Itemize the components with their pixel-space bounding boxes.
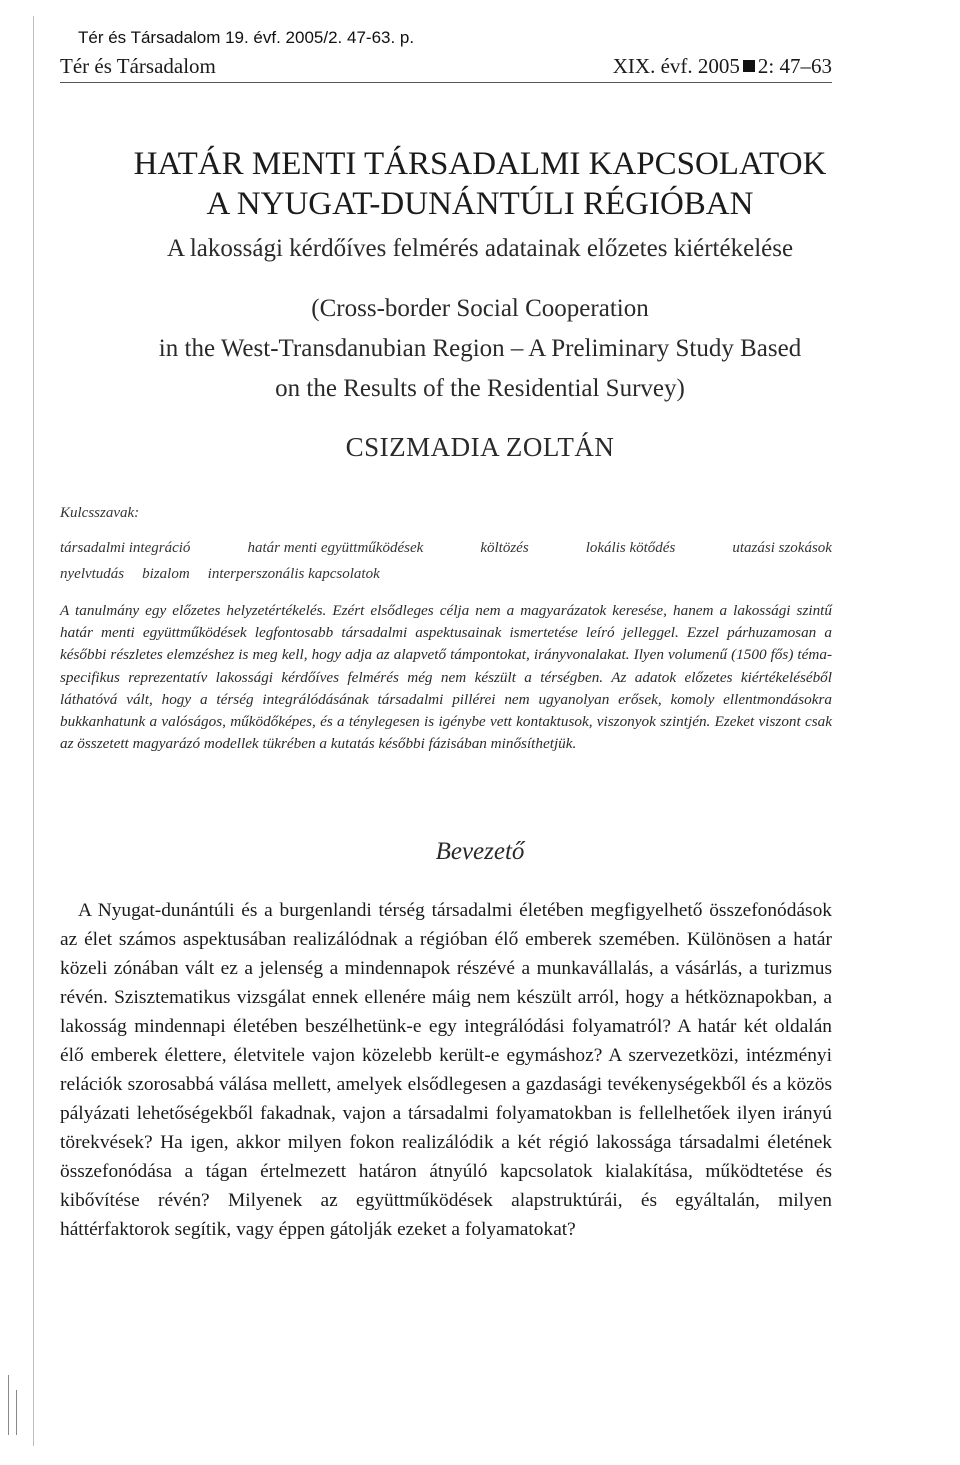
english-title-line: in the West-Transdanubian Region – A Preliminary Study Based bbox=[158, 335, 802, 362]
keywords-label: Kulcsszavak: bbox=[60, 505, 140, 521]
scan-margin-line bbox=[33, 16, 34, 1446]
article-subtitle: A lakossági kérdőíves felmérés adatainak előzetes kiértékelése bbox=[166, 235, 794, 262]
keyword: lokális kötődés bbox=[585, 540, 676, 556]
volume-issue bbox=[613, 54, 832, 79]
keyword: nyelvtudás bbox=[60, 566, 125, 582]
article-title-line: HATÁR MENTI TÁRSADALMI KAPCSOLATOK bbox=[133, 146, 827, 182]
author-name: CSIZMADIA ZOLTÁN bbox=[345, 432, 615, 462]
square-bullet-icon bbox=[743, 60, 755, 72]
keyword: bizalom bbox=[142, 566, 190, 582]
keywords-row bbox=[60, 566, 832, 583]
body-text bbox=[60, 896, 832, 1244]
journal-name: Tér és Társadalom bbox=[60, 54, 216, 78]
body-paragraph: A Nyugat-dunántúli és a burgenlandi térség társadalmi életében megfigyelhető összefonódások az élet számos aspektusában realizálódnak a régióban élő emberek szemében. Különösen a határ közeli zónában vált ez a jelenség a mindennapok részévé a munkavállalás, a vásárlás, a turizmus révén. Szisztematikus vizsgálat ennek ellenére máig nem készült arról, hogy a hétköznapokban, a lakosság mindennapi életében beszélhetünk-e egy integrálódási folyamatról? A határ két oldalán élő emberek élettere, életvitele vajon közelebb került-e egymáshoz? A szervezetközi, intézményi relációk szorosabbá válása mellett, amelyek elsődlegesen a gazdasági tevékenységekből és a közös pályázati lehetőségekből fakadnak, vajon a társadalmi folyamatokban is fellelhetőek ilyen irányú törekvések? Ha igen, akkor milyen fokon realizálódik a két régió lakossága társadalmi életének összefonódása a tágan értelmezett határon átnyúló kapcsolatok kialakítása, működtetése és kibővítése révén? Milyenek az együttműködések alapstruktúrái, és egyáltalán, milyen háttérfaktorok segítik, vagy éppen gátolják ezeket a folyamatokat? bbox=[60, 900, 832, 1240]
abstract: A tanulmány egy előzetes helyzetértékelés. Ezért elsődleges célja nem a magyarázatok keresése, hanem a lakossági szintű határ menti együttműködések legfontosabb társadalmi aspektusainak ismertetése leíró jelleggel. Ezzel párhuzamosan a későbbi részletes elemzéshez is meg kell, hogy adja az alapvető támpontokat, irányvonalakat. Ilyen volumenű (1500 fős) téma-specifikus reprezentatív lakossági kérdőíves felmérés még nem készült a térségben. Az adatok előzetes kiértékeléséből láthatóvá vált, hogy a térség integrálódásának társadalmi pillérei nem ugyanolyan erősek, komoly ellentmondásokra bukkanhatunk a valóságos, működőképes, és a ténylegesen is igénybe vett kontaktusok, viszonyok szintjén. Ezeket viszont csak az összetett magyarázó modellek tükrében a kutatás későbbi fázisában minősíthetjük. bbox=[60, 602, 832, 753]
volume-label: XIX. évf. 2005 bbox=[612, 54, 740, 78]
keyword: társadalmi integráció bbox=[60, 540, 191, 556]
keyword: költözés bbox=[480, 540, 529, 556]
scan-margin-mark bbox=[16, 1390, 17, 1435]
keyword: utazási szokások bbox=[732, 540, 832, 556]
running-head bbox=[60, 54, 832, 83]
issue-pages: 2: 47–63 bbox=[757, 54, 832, 78]
scan-margin-mark bbox=[8, 1375, 9, 1435]
english-title bbox=[40, 289, 920, 409]
keyword: határ menti együttműködések bbox=[247, 540, 424, 556]
keyword: interperszonális kapcsolatok bbox=[207, 566, 380, 582]
keywords-row bbox=[60, 540, 832, 557]
section-heading: Bevezető bbox=[435, 838, 525, 865]
english-title-line: on the Results of the Residential Survey) bbox=[275, 375, 685, 402]
article-title-line: A NYUGAT-DUNÁNTÚLI RÉGIÓBAN bbox=[206, 186, 754, 222]
citation-header: Tér és Társadalom 19. évf. 2005/2. 47-63. p. bbox=[78, 28, 415, 47]
article-title bbox=[40, 144, 920, 224]
english-title-line: (Cross-border Social Cooperation bbox=[311, 295, 649, 322]
